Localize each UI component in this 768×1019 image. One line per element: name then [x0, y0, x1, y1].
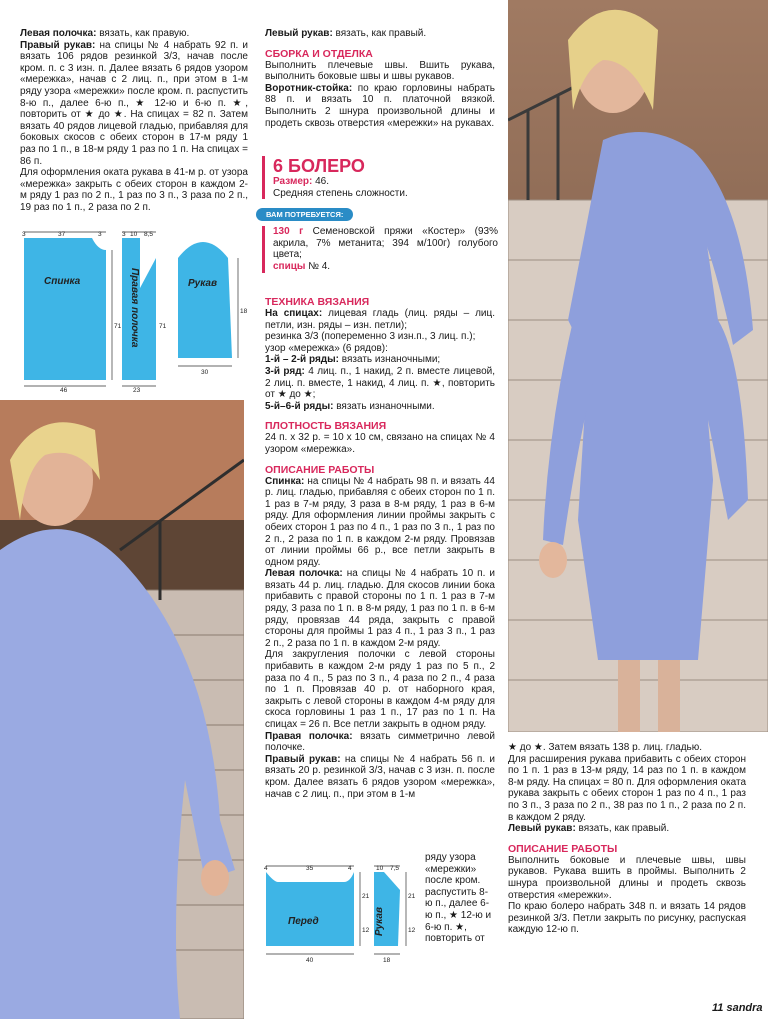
- column-middle-top-text: [265, 28, 495, 129]
- dim-b5: 7,5: [390, 865, 400, 872]
- need-badge: ВАМ ПОТРЕБУЕТСЯ:: [256, 208, 353, 221]
- dim-b1: 4: [264, 865, 268, 872]
- right-sleeve-bolero-paragraph: Правый рукав: на спицы № 4 набрать 56 п. и вязать 20 р. резинкой 3/3, начав с 3 изн. п. после кром. Далее вязать 6 рядов узором «мережка», начав с 2 лиц. п., при этом в 1-м: [265, 753, 495, 800]
- bolero-title: 6 БОЛЕРО: [273, 156, 365, 176]
- technique-line-3: узор «мережка» (6 рядов):: [265, 342, 388, 354]
- label-front-bolero: Перед: [288, 916, 319, 927]
- right-front-bolero-paragraph: Правая полочка: вязать симметрично левой полочке.: [265, 730, 495, 754]
- dim-12: 18: [240, 308, 248, 315]
- dim-4: 3: [122, 231, 126, 238]
- bolero-header-block: [262, 156, 498, 273]
- left-sleeve-paragraph: Левый рукав: вязать, как правый.: [265, 28, 427, 39]
- photo-woman-in-bolero: [0, 400, 244, 1019]
- dim-b7: 12: [362, 927, 370, 934]
- page-number: 11 sandra: [712, 1002, 763, 1014]
- column-middle-main-text: [265, 288, 495, 800]
- bolero-difficulty: Средняя степень сложности.: [273, 187, 408, 199]
- heading-work-2: ОПИСАНИЕ РАБОТЫ: [508, 842, 618, 855]
- column-right-text: [508, 742, 746, 936]
- sleeve-cap-paragraph: Для оформления оката рукава в 41-м р. от узора «мережка» закрыть с обеих сторон в каждом 2-м ряду 1 раз по 2 п., 1 раз по 3 п., 3 раза по 2 п., 19 раз по 1 п., 2 раза по 2 п.: [20, 167, 248, 213]
- col3-p4: Выполнить боковые и плечевые швы, швы рукавов. Рукава вшить в проймы. Выполнить 2 шнура произвольной длины и продеть сквозь отверстия «мережки».: [508, 854, 746, 901]
- col3-p2: Для расширения рукава прибавить с обеих сторон по 1 п. 1 раз в 13-м ряду, 14 раз по 1 п. в каждом 8-м ряду. На спицах = 80 п. Для оформления оката рукава закрыть с обеих сторон 1 раз по 4 п., 1 раз по 3 п., 3 раза по 2 п., 38 раз по 1 п., 2 раза по 2 п. в каждом 2 ряду.: [508, 753, 746, 823]
- technique-line-5: 3-й ряд: 4 лиц. п., 1 накид, 2 п. вместе лицевой, 2 лиц. п. вместе, 1 накид, 4 лиц. п. ★, повторить от ★ до ★;: [265, 365, 495, 401]
- label-sleeve: Рукав: [188, 278, 218, 289]
- dim-b2: 35: [306, 865, 314, 872]
- dim-3: 3: [98, 231, 102, 238]
- assembly-paragraph: Выполнить плечевые швы. Вшить рукава, выполнить боковые швы и швы рукавов.: [265, 59, 495, 83]
- dim-b9: 18: [383, 957, 391, 964]
- heading-density: ПЛОТНОСТЬ ВЯЗАНИЯ: [265, 420, 387, 433]
- dim-1: 3: [22, 231, 26, 238]
- dim-8: 23: [133, 387, 141, 392]
- col3-p3: Левый рукав: вязать, как правый.: [508, 823, 670, 835]
- label-sleeve-bolero: Рукав: [374, 906, 385, 936]
- back-paragraph: Спинка: на спицы № 4 набрать 98 п. и вязать 44 р. лиц. гладью, прибавляя с обеих сторон по 1 п. 1 раз в 7-м ряду, 3 раза в 8-м ряду, 1 раз в 6-м ряду. Для оформления линии проймы закрыть с обеих сторон 1 раз по 4 п., 1 раз по 3 п., 1 раз по 2 п., 2 раза по 1 п. в каждом 2-м ряду. Провязав от линии проймы 66 р., все петли закрыть в одном ряду.: [265, 475, 495, 568]
- dim-11: 71: [159, 323, 167, 330]
- photo-woman-in-knitted-dress: [508, 0, 768, 732]
- dim-6: 8,5: [144, 231, 154, 238]
- dim-b3: 4: [348, 865, 352, 872]
- left-front-bolero-paragraph: Левая полочка: на спицы № 4 набрать 10 п. и вязать 44 р. лиц. гладью. Для скосов линии бока прибавить с правой стороны по 1 п. 1 раз в 7-м ряду, 3 раза по 1 п. в 8-м ряду, 1 раз по 1 п. в 6-м ряду, провязав 44 ряда, закрыть с правой стороны для проймы 1 раз 4 п., 1 раз 3 п., 1 раз 2 п., 2 раза по 1 п. в каждом 2-м ряду.: [265, 568, 495, 649]
- technique-line-6: 5-й–6-й ряды: вязать изнаночными.: [265, 400, 435, 412]
- left-front-paragraph: Левая полочка: вязать, как правую.: [20, 28, 190, 39]
- density-paragraph: 24 п. х 32 р. = 10 х 10 см, связано на спицах № 4 узором «мережка».: [265, 432, 495, 455]
- pattern-diagram-dress: [18, 228, 250, 392]
- pattern-diagram-bolero: [258, 860, 424, 966]
- dim-5: 10: [130, 231, 138, 238]
- dim-7: 46: [60, 387, 68, 392]
- collar-paragraph: Воротник-стойка: по краю горловины набрать 88 п. и вязать 10 п. платочной вязкой. Выполнить 2 шнура произвольной длины и продеть сквозь отверстия «мережки» на рукавах.: [265, 82, 495, 129]
- materials: 130 г Семеновской пряжи «Костер» (93% акрила, 7% метанита; 394 м/100г) голубого цвета; спицы № 4.: [262, 226, 498, 272]
- dim-b11: 12: [408, 927, 416, 934]
- dim-9: 30: [201, 369, 209, 376]
- sleeve-continuation-text: ряду узора «мережки» после кром. распустить 8-ю п., далее 6-ю п., ★ 12-ю и 6-ю п. ★, повторить от: [425, 852, 492, 945]
- heading-assembly: СБОРКА И ОТДЕЛКА: [265, 47, 373, 60]
- dim-10: 71: [114, 323, 122, 330]
- col3-p1: ★ до ★. Затем вязать 138 р. лиц. гладью.: [508, 742, 703, 753]
- label-back: Спинка: [44, 276, 81, 287]
- rounding-paragraph: Для закругления полочки с левой стороны прибавить в каждом 2-м ряду 1 раз по 5 п., 2 раза по 4 п., 5 раз по 3 п., 4 раза по 2 п., 4 раза по 1 п. Провязав 40 р. от наборного края, закрыть с левой стороны в каждом 4-м ряду для скоса горловины 1 раз 1 п., 17 раз по 1 п. На спицах = 26 п. Все петли закрыть в одном ряду.: [265, 649, 495, 730]
- dim-b8: 40: [306, 957, 314, 964]
- technique-line-1: На спицах: лицевая гладь (лиц. ряды – лиц. петли, изн. ряды – изн. петли);: [265, 308, 495, 331]
- column-left-text: [20, 28, 248, 214]
- label-right-front: Правая полочка: [129, 268, 140, 348]
- technique-line-4: 1-й – 2-й ряды: вязать изнаночными;: [265, 354, 441, 366]
- heading-work: ОПИСАНИЕ РАБОТЫ: [265, 463, 375, 476]
- dim-b4: 10: [376, 865, 384, 872]
- heading-technique: ТЕХНИКА ВЯЗАНИЯ: [265, 296, 370, 308]
- technique-line-2: резинка 3/3 (попеременно 3 изн.п., 3 лиц. п.);: [265, 331, 476, 343]
- dim-b10: 21: [408, 893, 416, 900]
- col3-p5: По краю болеро набрать 348 п. и вязать 14 рядов резинкой 3/3. Петли закрыть по рисунку, распуская каждую 12-ю п.: [508, 901, 746, 936]
- dim-b6: 21: [362, 893, 370, 900]
- bolero-size: Размер: 46.: [273, 176, 330, 187]
- dim-2: 37: [58, 231, 66, 238]
- right-sleeve-paragraph: Правый рукав: на спицы № 4 набрать 92 п. и вязать 106 рядов резинкой 3/3, начав после кром. п. с 3 изн. п. Далее вязать 6 рядов узором «мережка», начав с 2 лиц. п., при этом в 1-м ряду узора «мережки» после кром. п. распустить 8-ю п., далее 6-ю п., ★ 12-ю и 6-ю п. ★, повторить от ★ до ★. На спицах = 82 п. Затем вязать 40 рядов лицевой гладью, прибавляя для боковых скосов с обеих сторон в 17-м ряду 1 раз по 1 п., в 18-м ряду 1 раз по 1 п. На спицах = 86 п.: [20, 39, 248, 167]
